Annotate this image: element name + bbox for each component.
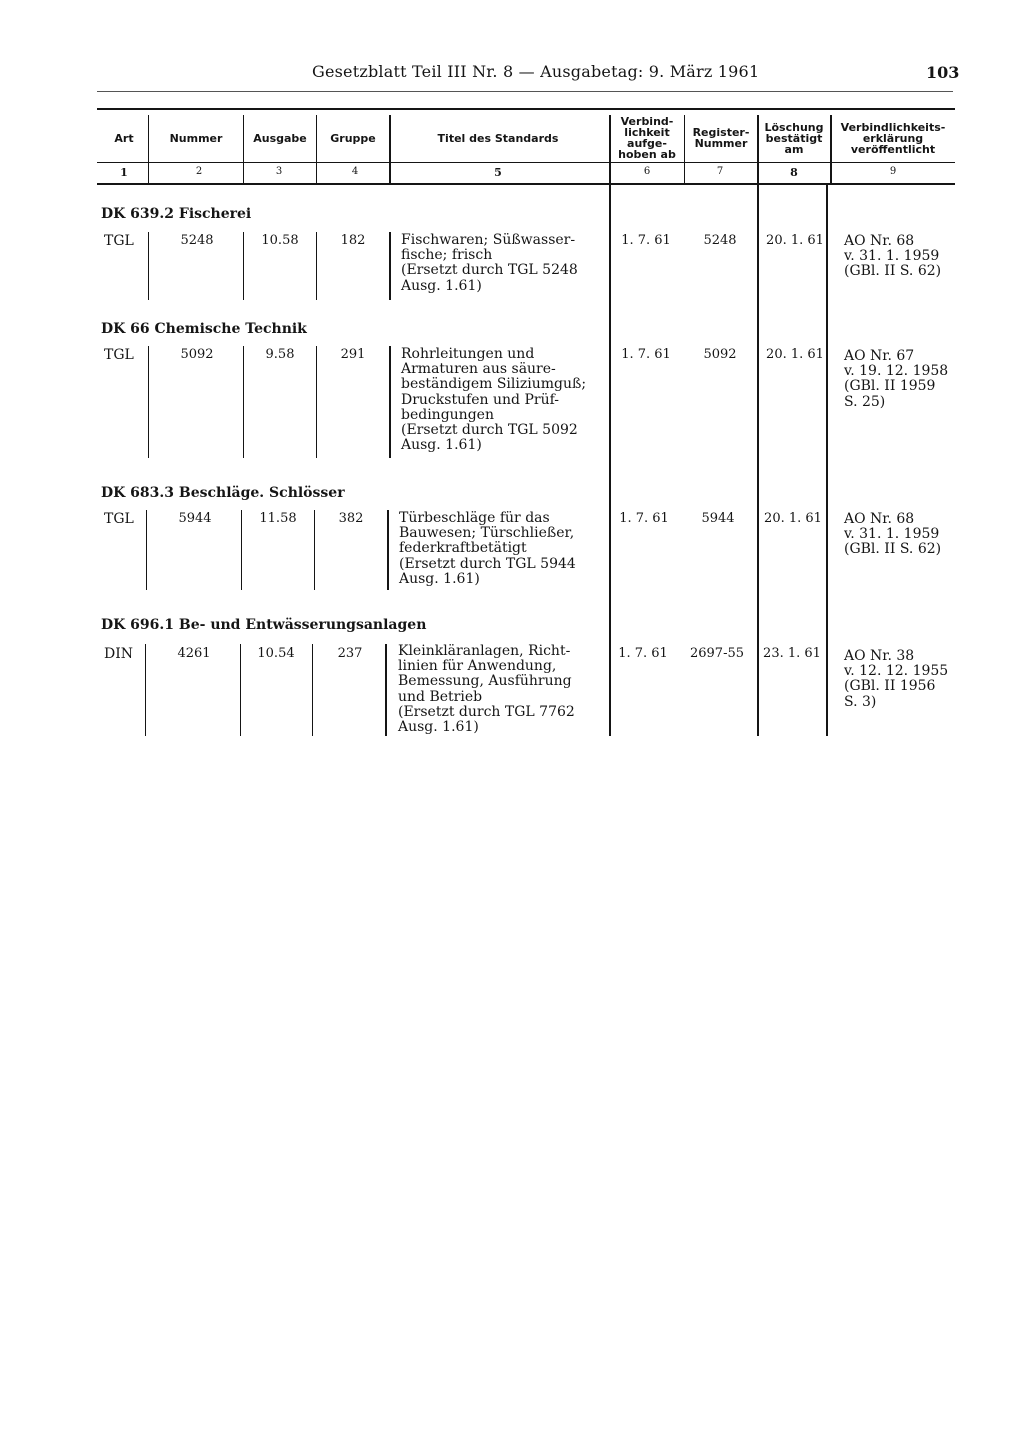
col-number: 8 (790, 166, 798, 179)
col-header-aufgehoben: Verbind- lichkeit aufge- hoben ab (618, 115, 676, 161)
header-divider (684, 115, 685, 183)
col-header-art: Art (114, 132, 134, 145)
cell-register: 2697-55 (689, 646, 745, 661)
cell-aufgehoben: 1. 7. 61 (621, 233, 671, 248)
col-header-nummer: Nummer (169, 132, 223, 145)
header-rule (97, 91, 953, 92)
cell-erklaerung: AO Nr. 68 v. 31. 1. 1959 (GBl. II S. 62) (844, 233, 942, 280)
col-number: 5 (494, 166, 502, 179)
cell-erklaerung: AO Nr. 67 v. 19. 12. 1958 (GBl. II 1959 S. 25) (844, 348, 949, 410)
col-number: 9 (889, 166, 897, 177)
col-header-erklaerung: Verbindlichkeits- erklärung veröffentlicht (840, 121, 946, 156)
cell-gruppe: 382 (338, 511, 364, 526)
row-divider (148, 232, 149, 300)
cell-gruppe: 182 (340, 233, 366, 248)
cell-register: 5944 (701, 511, 735, 526)
table-numbers-rule (97, 162, 955, 163)
section-title: DK 683.3 Beschläge. Schlösser (101, 485, 345, 501)
cell-gruppe: 291 (340, 347, 366, 362)
cell-art: DIN (104, 646, 134, 662)
col-number: 2 (195, 166, 203, 177)
cell-ausgabe: 10.54 (257, 646, 295, 661)
row-divider (146, 510, 147, 590)
cell-loeschung: 20. 1. 61 (766, 347, 824, 362)
cell-aufgehoben: 1. 7. 61 (621, 347, 671, 362)
row-divider (316, 346, 317, 458)
body-column-rule (609, 185, 611, 736)
col-number: 3 (275, 166, 283, 177)
cell-erklaerung: AO Nr. 68 v. 31. 1. 1959 (GBl. II S. 62) (844, 511, 942, 558)
body-column-rule (757, 185, 759, 736)
header-divider (830, 115, 832, 183)
cell-ausgabe: 9.58 (265, 347, 295, 362)
row-divider (316, 232, 317, 300)
page-header-title: Gesetzblatt Teil III Nr. 8 — Ausgabetag: 9. März 1961 (312, 62, 760, 81)
cell-gruppe: 237 (337, 646, 363, 661)
cell-nummer: 5944 (178, 511, 212, 526)
col-header-register: Register- Nummer (692, 126, 750, 150)
section-title: DK 696.1 Be- und Entwässerungsanlagen (101, 617, 427, 633)
cell-loeschung: 23. 1. 61 (763, 646, 821, 661)
cell-aufgehoben: 1. 7. 61 (619, 511, 669, 526)
col-number: 7 (716, 166, 724, 177)
col-header-titel: Titel des Standards (437, 132, 559, 145)
cell-ausgabe: 10.58 (261, 233, 299, 248)
cell-loeschung: 20. 1. 61 (766, 233, 824, 248)
header-divider (389, 115, 391, 183)
row-divider (240, 644, 241, 736)
row-divider (243, 232, 244, 300)
cell-art: TGL (104, 233, 134, 249)
cell-erklaerung: AO Nr. 38 v. 12. 12. 1955 (GBl. II 1956 S. 3) (844, 648, 949, 710)
cell-ausgabe: 11.58 (259, 511, 297, 526)
section-title: DK 639.2 Fischerei (101, 206, 252, 222)
cell-titel: Rohrleitungen und Armaturen aus säure- beständigem Siliziumguß; Druckstufen und Prüf- bedingungen (Ersetzt durch TGL 5092 Ausg. 1.61) (401, 346, 587, 454)
row-divider (241, 510, 242, 590)
row-divider (387, 510, 389, 590)
cell-art: TGL (104, 347, 134, 363)
row-divider (385, 644, 387, 736)
col-number: 4 (351, 166, 359, 177)
cell-aufgehoben: 1. 7. 61 (618, 646, 668, 661)
col-header-ausgabe: Ausgabe (253, 132, 307, 145)
cell-register: 5092 (703, 347, 737, 362)
header-divider (757, 115, 759, 183)
cell-titel: Kleinkläranlagen, Richt- linien für Anwendung, Bemessung, Ausführung und Betrieb (Ersetzt durch TGL 7762 Ausg. 1.61) (398, 643, 575, 736)
row-divider (389, 346, 391, 458)
row-divider (312, 644, 313, 736)
cell-titel: Fischwaren; Süßwasser- fische; frisch (Ersetzt durch TGL 5248 Ausg. 1.61) (401, 232, 578, 294)
col-header-loeschung: Löschung bestätigt am (764, 121, 824, 156)
section-title: DK 66 Chemische Technik (101, 321, 307, 337)
header-divider (243, 115, 244, 183)
col-number: 6 (643, 166, 651, 177)
cell-loeschung: 20. 1. 61 (764, 511, 822, 526)
row-divider (148, 346, 149, 458)
header-divider (316, 115, 317, 183)
row-divider (389, 232, 391, 300)
cell-register: 5248 (703, 233, 737, 248)
body-column-rule (826, 185, 828, 736)
table-top-rule (97, 108, 955, 110)
cell-nummer: 4261 (177, 646, 211, 661)
cell-nummer: 5092 (180, 347, 214, 362)
col-header-gruppe: Gruppe (330, 132, 376, 145)
row-divider (243, 346, 244, 458)
header-divider (148, 115, 149, 183)
cell-art: TGL (104, 511, 134, 527)
cell-titel: Türbeschläge für das Bauwesen; Türschließer, federkraftbetätigt (Ersetzt durch TGL 5944 Ausg. 1.61) (399, 510, 576, 587)
row-divider (145, 644, 146, 736)
cell-nummer: 5248 (180, 233, 214, 248)
header-divider (609, 115, 611, 183)
row-divider (314, 510, 315, 590)
page-number: 103 (926, 63, 960, 82)
col-number: 1 (120, 166, 128, 179)
